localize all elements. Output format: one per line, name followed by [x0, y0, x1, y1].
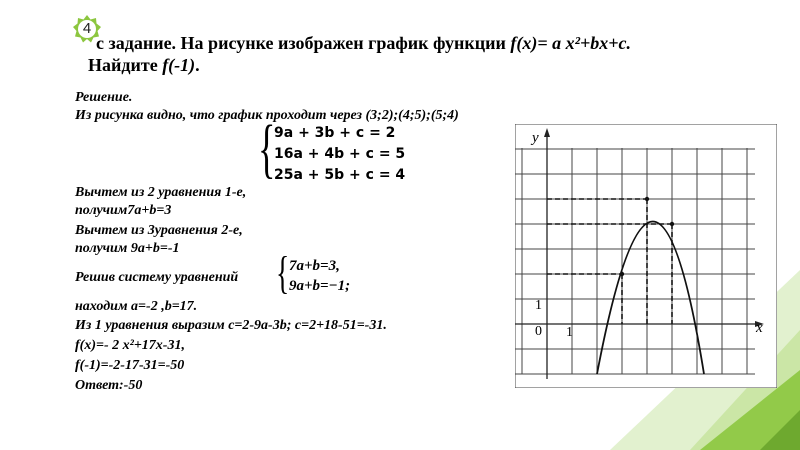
- task-title: [96, 32, 631, 54]
- solution-points-line: Из рисунка видно, что график проходит через (3;2);(4;5);(5;4): [75, 108, 459, 123]
- task-question-text: Найдите: [88, 55, 163, 75]
- task-function: f(x)= a x²+bx+c.: [510, 33, 632, 53]
- function-graph: [515, 124, 777, 388]
- system-eq-3: 25a + 5b + c = 4: [274, 167, 406, 183]
- found-coefficients: находим a=-2 ,b=17.: [75, 299, 198, 314]
- solve-system-label: Решив систему уравнений: [75, 270, 239, 285]
- subtract-1-line2: получим7a+b=3: [75, 203, 172, 218]
- x-tick-label: 1: [566, 325, 573, 340]
- subtract-2-line1: Вычтем из 3уравнения 2-е,: [75, 223, 243, 238]
- small-system-eq-1: 7a+b=3,: [289, 258, 340, 274]
- point-5-4: [670, 222, 674, 226]
- function-formula: f(x)=- 2 x²+17x-31,: [75, 338, 185, 353]
- system-eq-1: 9a + 3b + c = 2: [274, 125, 396, 141]
- slide-number: 4: [82, 20, 92, 37]
- task-question-value: f(-1): [162, 55, 196, 75]
- answer: Ответ:-50: [75, 378, 143, 393]
- y-axis-label: y: [532, 130, 539, 146]
- solution-heading: Решение.: [75, 90, 133, 105]
- small-system-brace: {: [276, 247, 290, 298]
- task-question-dot: .: [195, 55, 200, 75]
- express-c-line: Из 1 уравнения выразим с=2-9а-3b; с=2+18-51=-31.: [75, 318, 387, 333]
- graph-frame: [515, 124, 777, 388]
- subtract-2-line2: получим 9a+b=-1: [75, 241, 180, 256]
- point-4-5: [645, 197, 649, 201]
- y-tick-label: 1: [535, 298, 542, 313]
- system-brace: {: [258, 112, 276, 185]
- graph-canvas: [515, 124, 777, 388]
- small-system-eq-2: 9a+b=−1;: [289, 278, 351, 294]
- system-eq-2: 16a + 4b + c = 5: [274, 146, 406, 162]
- subtract-1-line1: Вычтем из 2 уравнения 1-е,: [75, 185, 247, 200]
- point-3-2: [620, 272, 624, 276]
- x-axis-label: x: [756, 320, 763, 336]
- task-question: [88, 54, 200, 76]
- origin-label: 0: [535, 324, 542, 339]
- f-minus-one-calc: f(-1)=-2-17-31=-50: [75, 358, 185, 373]
- task-title-text: с задание. На рисунке изображен график функции: [96, 33, 511, 53]
